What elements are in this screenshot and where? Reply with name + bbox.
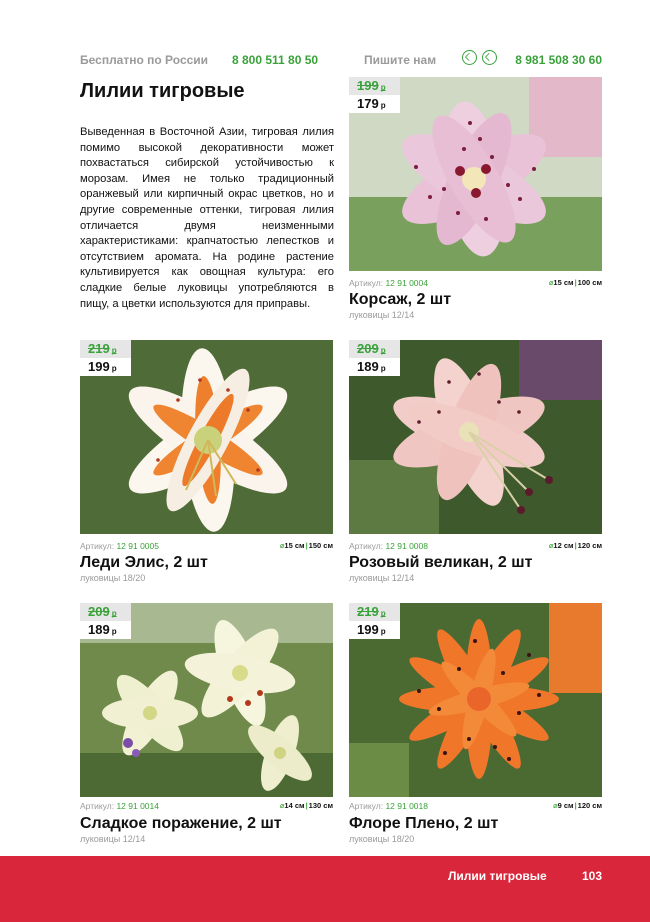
product-meta — [80, 801, 333, 813]
product-name[interactable]: Корсаж, 2 шт — [349, 291, 452, 308]
intro-text: Выведенная в Восточной Азии, тигровая лилия помимо высокой декоративности может похвастаться сибирской устойчивостью к морозам. Имея не только традиционный оранжевый или кирпичный окрас цветков, но и другие современные оттенки, тигровая лилия отличается двумя неизменными характеристиками: крапчатостью лепестков и отсутствием аромата. На родине растение культивируется как овощная культура: его сладкие белые луковицы употребляются в пищу, а цветки используются для приправы. — [80, 126, 334, 310]
free-call-label: Бесплатно по России — [80, 53, 209, 67]
bulb-size: луковицы 12/14 — [349, 310, 415, 320]
product-dimensions: ⌀15 см|100 см — [548, 278, 602, 287]
article-number: Артикул: 12 91 0004 — [349, 278, 428, 288]
product-card-sladkoe-porazhenie[interactable] — [80, 603, 333, 849]
write-us-label: Пишите нам — [364, 53, 437, 67]
product-name[interactable]: Розовый великан, 2 шт — [349, 554, 533, 571]
page-number: 103 — [582, 869, 603, 883]
product-photo — [349, 77, 602, 271]
product-card-korsazh[interactable] — [349, 77, 602, 323]
price-tag — [80, 603, 131, 639]
current-price: 189 р — [88, 622, 117, 637]
bulb-size: луковицы 12/14 — [349, 573, 415, 583]
viber-icon[interactable] — [462, 50, 477, 65]
contact-bar — [80, 53, 602, 71]
old-price: 219 р — [349, 603, 400, 621]
diameter-icon: ⌀ — [548, 541, 554, 550]
article-number: Артикул: 12 91 0005 — [80, 541, 159, 551]
page-title: Лилии тигровые — [80, 80, 245, 102]
product-meta — [349, 278, 602, 290]
product-photo — [80, 603, 333, 797]
current-price: 179 р — [357, 96, 386, 111]
messenger-phone-number[interactable]: 8 981 508 30 60 — [515, 53, 602, 67]
price-tag — [349, 77, 400, 113]
article-number: Артикул: 12 91 0014 — [80, 801, 159, 811]
diameter-icon: ⌀ — [279, 801, 285, 810]
product-meta — [80, 541, 333, 553]
current-price: 189 р — [357, 359, 386, 374]
product-photo — [80, 340, 333, 534]
diameter-icon: ⌀ — [279, 541, 285, 550]
diameter-icon: ⌀ — [553, 801, 558, 810]
diameter-icon: ⌀ — [548, 278, 554, 287]
product-dimensions: ⌀15 см|150 см — [279, 541, 333, 550]
old-price: 209 р — [80, 603, 131, 621]
current-price: 199 р — [357, 622, 386, 637]
product-photo — [349, 603, 602, 797]
product-meta — [349, 541, 602, 553]
article-number: Артикул: 12 91 0018 — [349, 801, 428, 811]
old-price: 219 р — [80, 340, 131, 358]
free-phone-number[interactable]: 8 800 511 80 50 — [232, 53, 319, 67]
product-photo — [349, 340, 602, 534]
bulb-size: луковицы 18/20 — [349, 834, 415, 844]
bulb-size: луковицы 12/14 — [80, 834, 146, 844]
price-tag — [349, 603, 400, 639]
old-price: 209 р — [349, 340, 400, 358]
product-dimensions: ⌀12 см|120 см — [548, 541, 602, 550]
product-card-rozovyy-velikan[interactable] — [349, 340, 602, 586]
current-price: 199 р — [88, 359, 117, 374]
product-name[interactable]: Леди Элис, 2 шт — [80, 554, 208, 571]
product-name[interactable]: Сладкое поражение, 2 шт — [80, 815, 282, 832]
product-dimensions: ⌀9 см|120 см — [553, 801, 602, 810]
product-card-flore-pleno[interactable] — [349, 603, 602, 849]
footer-section-title: Лилии тигровые — [448, 869, 547, 883]
price-tag — [80, 340, 131, 376]
product-card-ledi-elis[interactable] — [80, 340, 333, 586]
product-name[interactable]: Флоре Плено, 2 шт — [349, 815, 499, 832]
price-tag — [349, 340, 400, 376]
page-footer — [0, 856, 650, 922]
old-price: 199 р — [349, 77, 400, 95]
article-number: Артикул: 12 91 0008 — [349, 541, 428, 551]
whatsapp-icon[interactable] — [482, 50, 497, 65]
product-meta — [349, 801, 602, 813]
product-dimensions: ⌀14 см|130 см — [279, 801, 333, 810]
bulb-size: луковицы 18/20 — [80, 573, 146, 583]
